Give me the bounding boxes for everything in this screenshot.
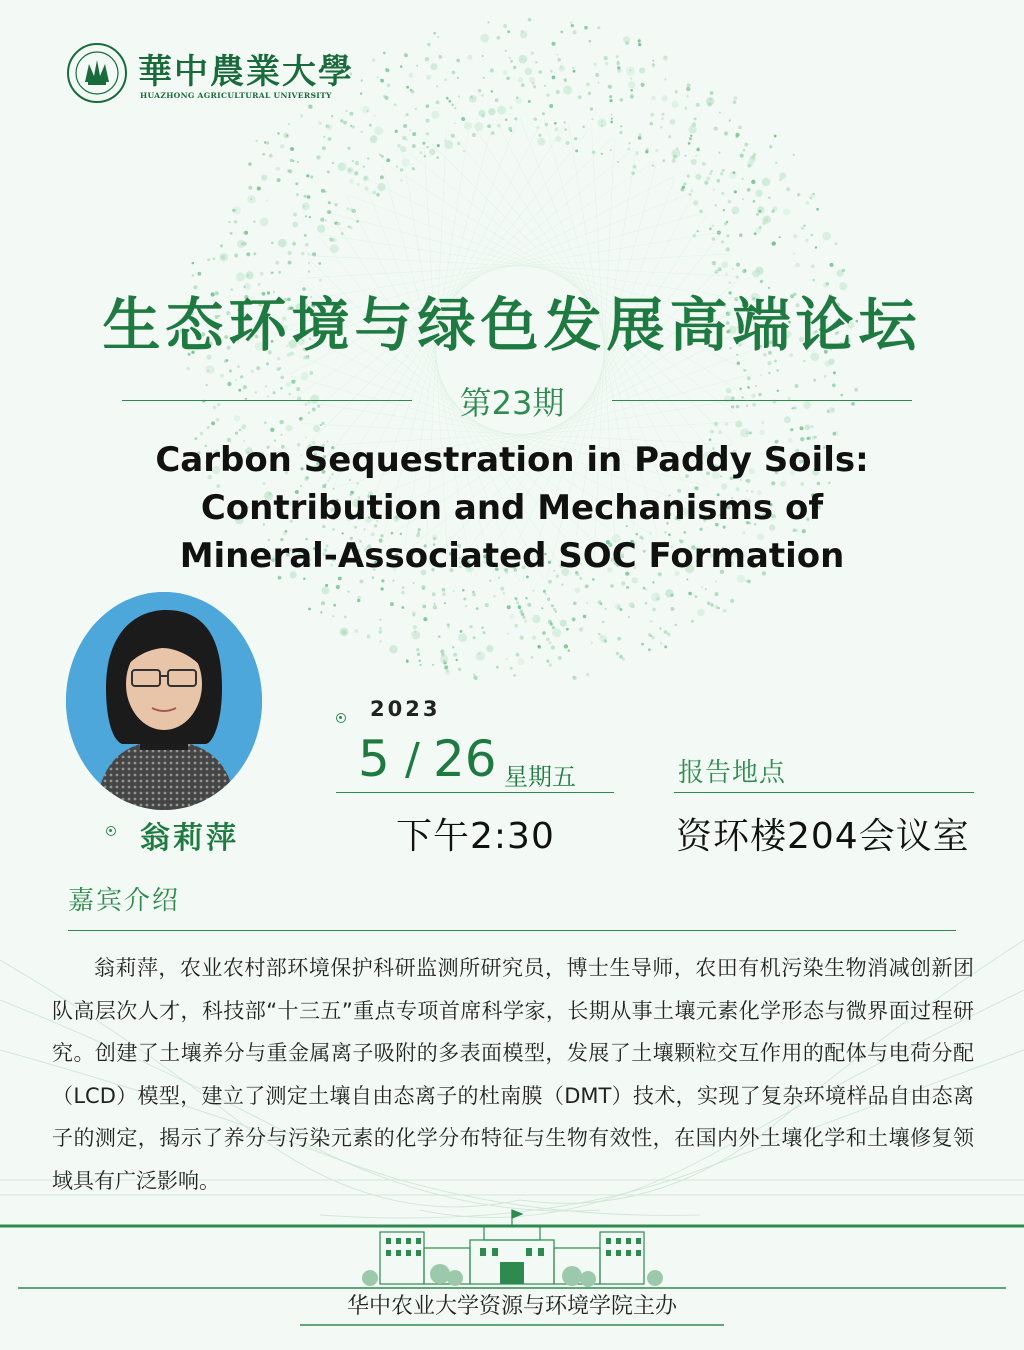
forum-title: 生态环境与绿色发展高端论坛 [102, 291, 922, 359]
host-organizer: 华中农业大学资源与环境学院主办 [346, 1294, 677, 1319]
venue-divider [674, 792, 974, 793]
issue-number: 第23期 [459, 384, 565, 422]
speaker-bullet-icon [106, 826, 116, 836]
date-bullet-icon [336, 713, 346, 723]
date-separator: / [405, 734, 420, 785]
talk-title [0, 436, 1024, 580]
speaker-photo [66, 592, 262, 810]
event-month: 5 [358, 730, 390, 788]
bio-divider [68, 930, 956, 931]
bio-label: 嘉宾介绍 [68, 886, 181, 916]
event-year: 2023 [370, 697, 441, 721]
campus-building-icon [362, 1210, 663, 1287]
event-day: 26 [433, 730, 497, 788]
talk-title-line-2: Contribution and Mechanisms of [200, 488, 824, 528]
university-name-cn: 華中農業大學 [138, 52, 354, 92]
venue-label: 报告地点 [678, 758, 787, 788]
event-weekday: 星期五 [504, 763, 576, 791]
talk-title-line-1: Carbon Sequestration in Paddy Soils: [155, 440, 869, 480]
talk-title-line-3: Mineral-Associated SOC Formation [179, 536, 845, 576]
event-time: 下午2:30 [396, 816, 555, 857]
venue-name: 资环楼204会议室 [676, 816, 970, 857]
date-divider [336, 792, 614, 793]
university-emblem-icon [66, 42, 128, 104]
university-name-en: HUAZHONG AGRICULTURAL UNIVERSITY [140, 91, 332, 100]
speaker-name: 翁莉萍 [140, 821, 239, 856]
speaker-bio: 翁莉萍，农业农村部环境保护科研监测所研究员，博士生导师，农田有机污染生物消减创新团队高层次人才，科技部“十三五”重点专项首席科学家，长期从事土壤元素化学形态与微界面过程研究。创建了土壤养分与重金属离子吸附的多表面模型，发展了土壤颗粒交互作用的配体与电荷分配（LCD）模型，建立了测定土壤自由态离子的杜南膜（DMT）技术，实现了复杂环境样品自由态离子的测定，揭示了养分与污染元素的化学分布特征与生物有效性，在国内外土壤化学和土壤修复领域具有广泛影响。 [52, 956, 974, 1193]
